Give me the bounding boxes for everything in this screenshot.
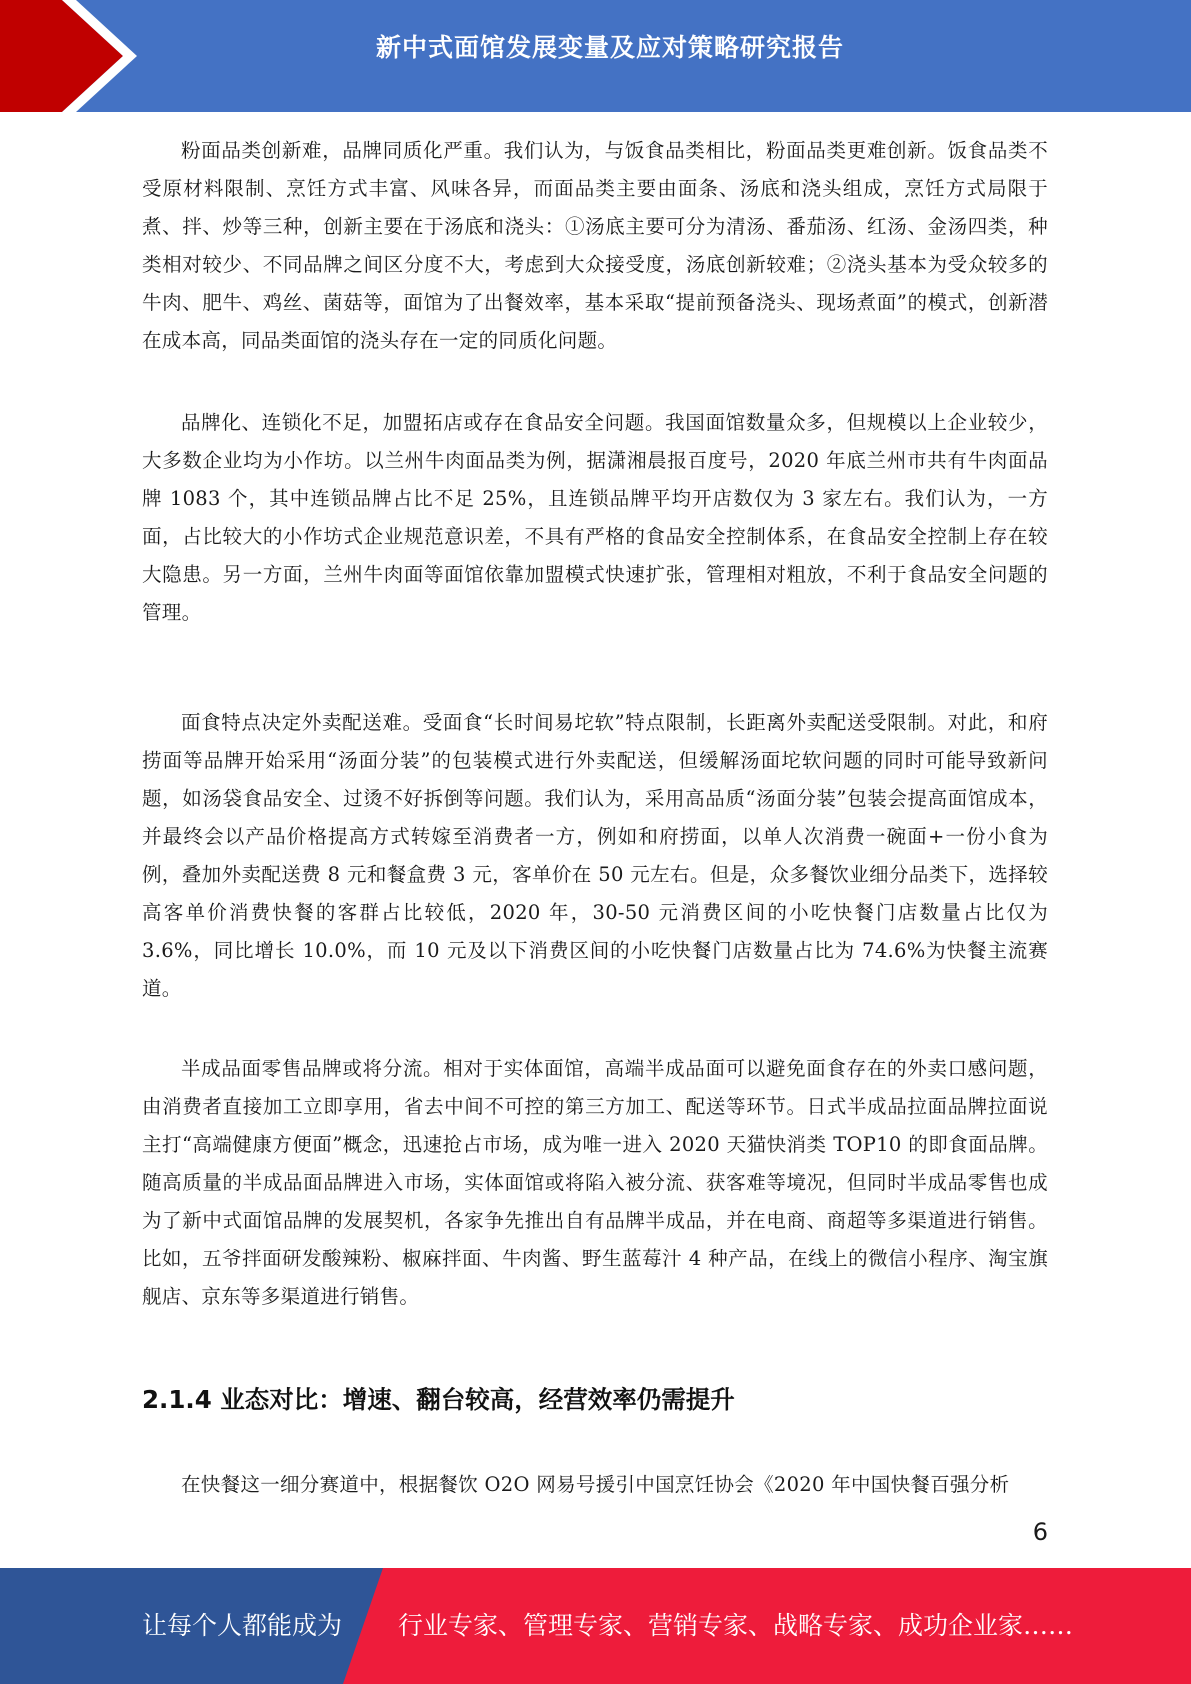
footer-slogan-left: 让每个人都能成为 (142, 1611, 343, 1640)
section-heading: 2.1.4 业态对比：增速、翻台较高，经营效率仍需提升 (142, 1385, 735, 1414)
paragraph-delivery: 面食特点决定外卖配送难。受面食“长时间易坨软”特点限制，长距离外卖配送受限制。对此，和府捞面等品牌开始采用“汤面分装”的包装模式进行外卖配送，但缓解汤面坨软问题的同时可能导致新问题，如汤袋食品安全、过烫不好拆倒等问题。我们认为，采用高品质“汤面分装”包装会提高面馆成本，并最终会以产品价格提高方式转嫁至消费者一方，例如和府捞面，以单人次消费一碗面+一份小食为例，叠加外卖配送费 8 元和餐盒费 3 元，客单价在 50 元左右。但是，众多餐饮业细分品类下，选择较高客单价消费快餐的客群占比较低，2020 年，30-50 元消费区间的小吃快餐门店数量占比仅为 3.6%，同比增长 10.0%，而 10 元及以下消费区间的小吃快餐门店数量占比为 74.6%为快餐主流赛道。 (142, 711, 1048, 1000)
footer-slogan-right: 行业专家、管理专家、营销专家、战略专家、成功企业家…… (398, 1611, 1074, 1640)
paragraph-branding-chain: 品牌化、连锁化不足，加盟拓店或存在食品安全问题。我国面馆数量众多，但规模以上企业较少，大多数企业均为小作坊。以兰州牛肉面品类为例，据潇湘晨报百度号，2020 年底兰州市共有牛肉面品牌 1083 个，其中连锁品牌占比不足 25%，且连锁品牌平均开店数仅为 3 家左右。我们认为，一方面，占比较大的小作坊式企业规范意识差，不具有严格的食品安全控制体系，在食品安全控制上存在较大隐患。另一方面，兰州牛肉面等面馆依靠加盟模式快速扩张，管理相对粗放，不利于食品安全问题的管理。 (142, 411, 1048, 624)
paragraph-noodle-innovation: 粉面品类创新难，品牌同质化严重。我们认为，与饭食品类相比，粉面品类更难创新。饭食品类不受原材料限制、烹饪方式丰富、风味各异，而面品类主要由面条、汤底和浇头组成，烹饪方式局限于煮、拌、炒等三种，创新主要在于汤底和浇头：①汤底主要可分为清汤、番茄汤、红汤、金汤四类，种类相对较少、不同品牌之间区分度不大，考虑到大众接受度，汤底创新较难；②浇头基本为受众较多的牛肉、肥牛、鸡丝、菌菇等，面馆为了出餐效率，基本采取“提前预备浇头、现场煮面”的模式，创新潜在成本高，同品类面馆的浇头存在一定的同质化问题。 (142, 139, 1048, 352)
paragraph-fast-food-intro: 在快餐这一细分赛道中，根据餐饮 O2O 网易号援引中国烹饪协会《2020 年中国快餐百强分析 (181, 1473, 1010, 1496)
header-title: 新中式面馆发展变量及应对策略研究报告 (375, 33, 844, 62)
page-footer (0, 1568, 1191, 1684)
page-header (0, 0, 1191, 112)
paragraph-semi-finished: 半成品面零售品牌或将分流。相对于实体面馆，高端半成品面可以避免面食存在的外卖口感问题，由消费者直接加工立即享用，省去中间不可控的第三方加工、配送等环节。日式半成品拉面品牌拉面说主打“高端健康方便面”概念，迅速抢占市场，成为唯一进入 2020 天猫快消类 TOP10 的即食面品牌。随高质量的半成品面品牌进入市场，实体面馆或将陷入被分流、获客难等境况，但同时半成品零售也成为了新中式面馆品牌的发展契机，各家争先推出自有品牌半成品，并在电商、商超等多渠道进行销售。比如，五爷拌面研发酸辣粉、椒麻拌面、牛肉酱、野生蓝莓汁 4 种产品，在线上的微信小程序、淘宝旗舰店、京东等多渠道进行销售。 (142, 1057, 1048, 1308)
page-number: 6 (1032, 1518, 1048, 1546)
header-arrow-decoration (0, 0, 150, 112)
